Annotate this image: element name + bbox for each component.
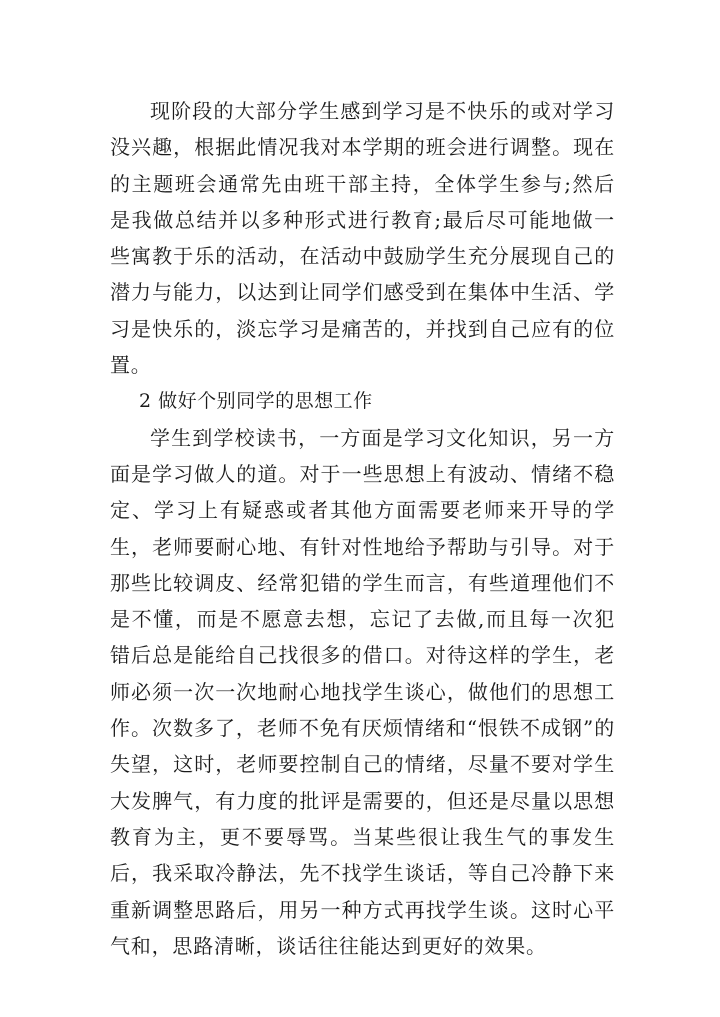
paragraph-class-meeting: 现阶段的大部分学生感到学习是不快乐的或对学习没兴趣，根据此情况我对本学期的班会进行调整。现在的主题班会通常先由班干部主持，全体学生参与;然后是我做总结并以多种形式进行教育;最后尽可能地做一些寓教于乐的活动，在活动中鼓励学生充分展现自己的潜力与能力，以达到让同学们感受到在集体中生活、学习是快乐的，淡忘学习是痛苦的，并找到自己应有的位置。 xyxy=(110,99,615,378)
paragraph-individual-work: 学生到学校读书，一方面是学习文化知识，另一方面是学习做人的道。对于一些思想上有波动、情绪不稳定、学习上有疑惑或者其他方面需要老师来开导的学生，老师要耐心地、有针对性地给予帮助与引导。对于那些比较调皮、经常犯错的学生而言，有些道理他们不是不懂，而是不愿意去想，忘记了去做,而且每一次犯错后总是能给自己找很多的借口。对待这样的学生，老师必须一次一次地耐心地找学生谈心，做他们的思想工作。次数多了，老师不免有厌烦情绪和“恨铁不成钢”的失望，这时，老师要控制自己的情绪，尽量不要对学生大发脾气，有力度的批评是需要的，但还是尽量以思想教育为主，更不要辱骂。当某些很让我生气的事发生后，我采取冷静法，先不找学生谈话，等自己冷静下来重新调整思路后，用另一种方式再找学生谈。这时心平气和，思路清晰，谈话往往能达到更好的效果。 xyxy=(110,425,615,958)
document-body xyxy=(110,93,615,964)
section-heading: 2 做好个别同学的思想工作 xyxy=(139,390,373,413)
